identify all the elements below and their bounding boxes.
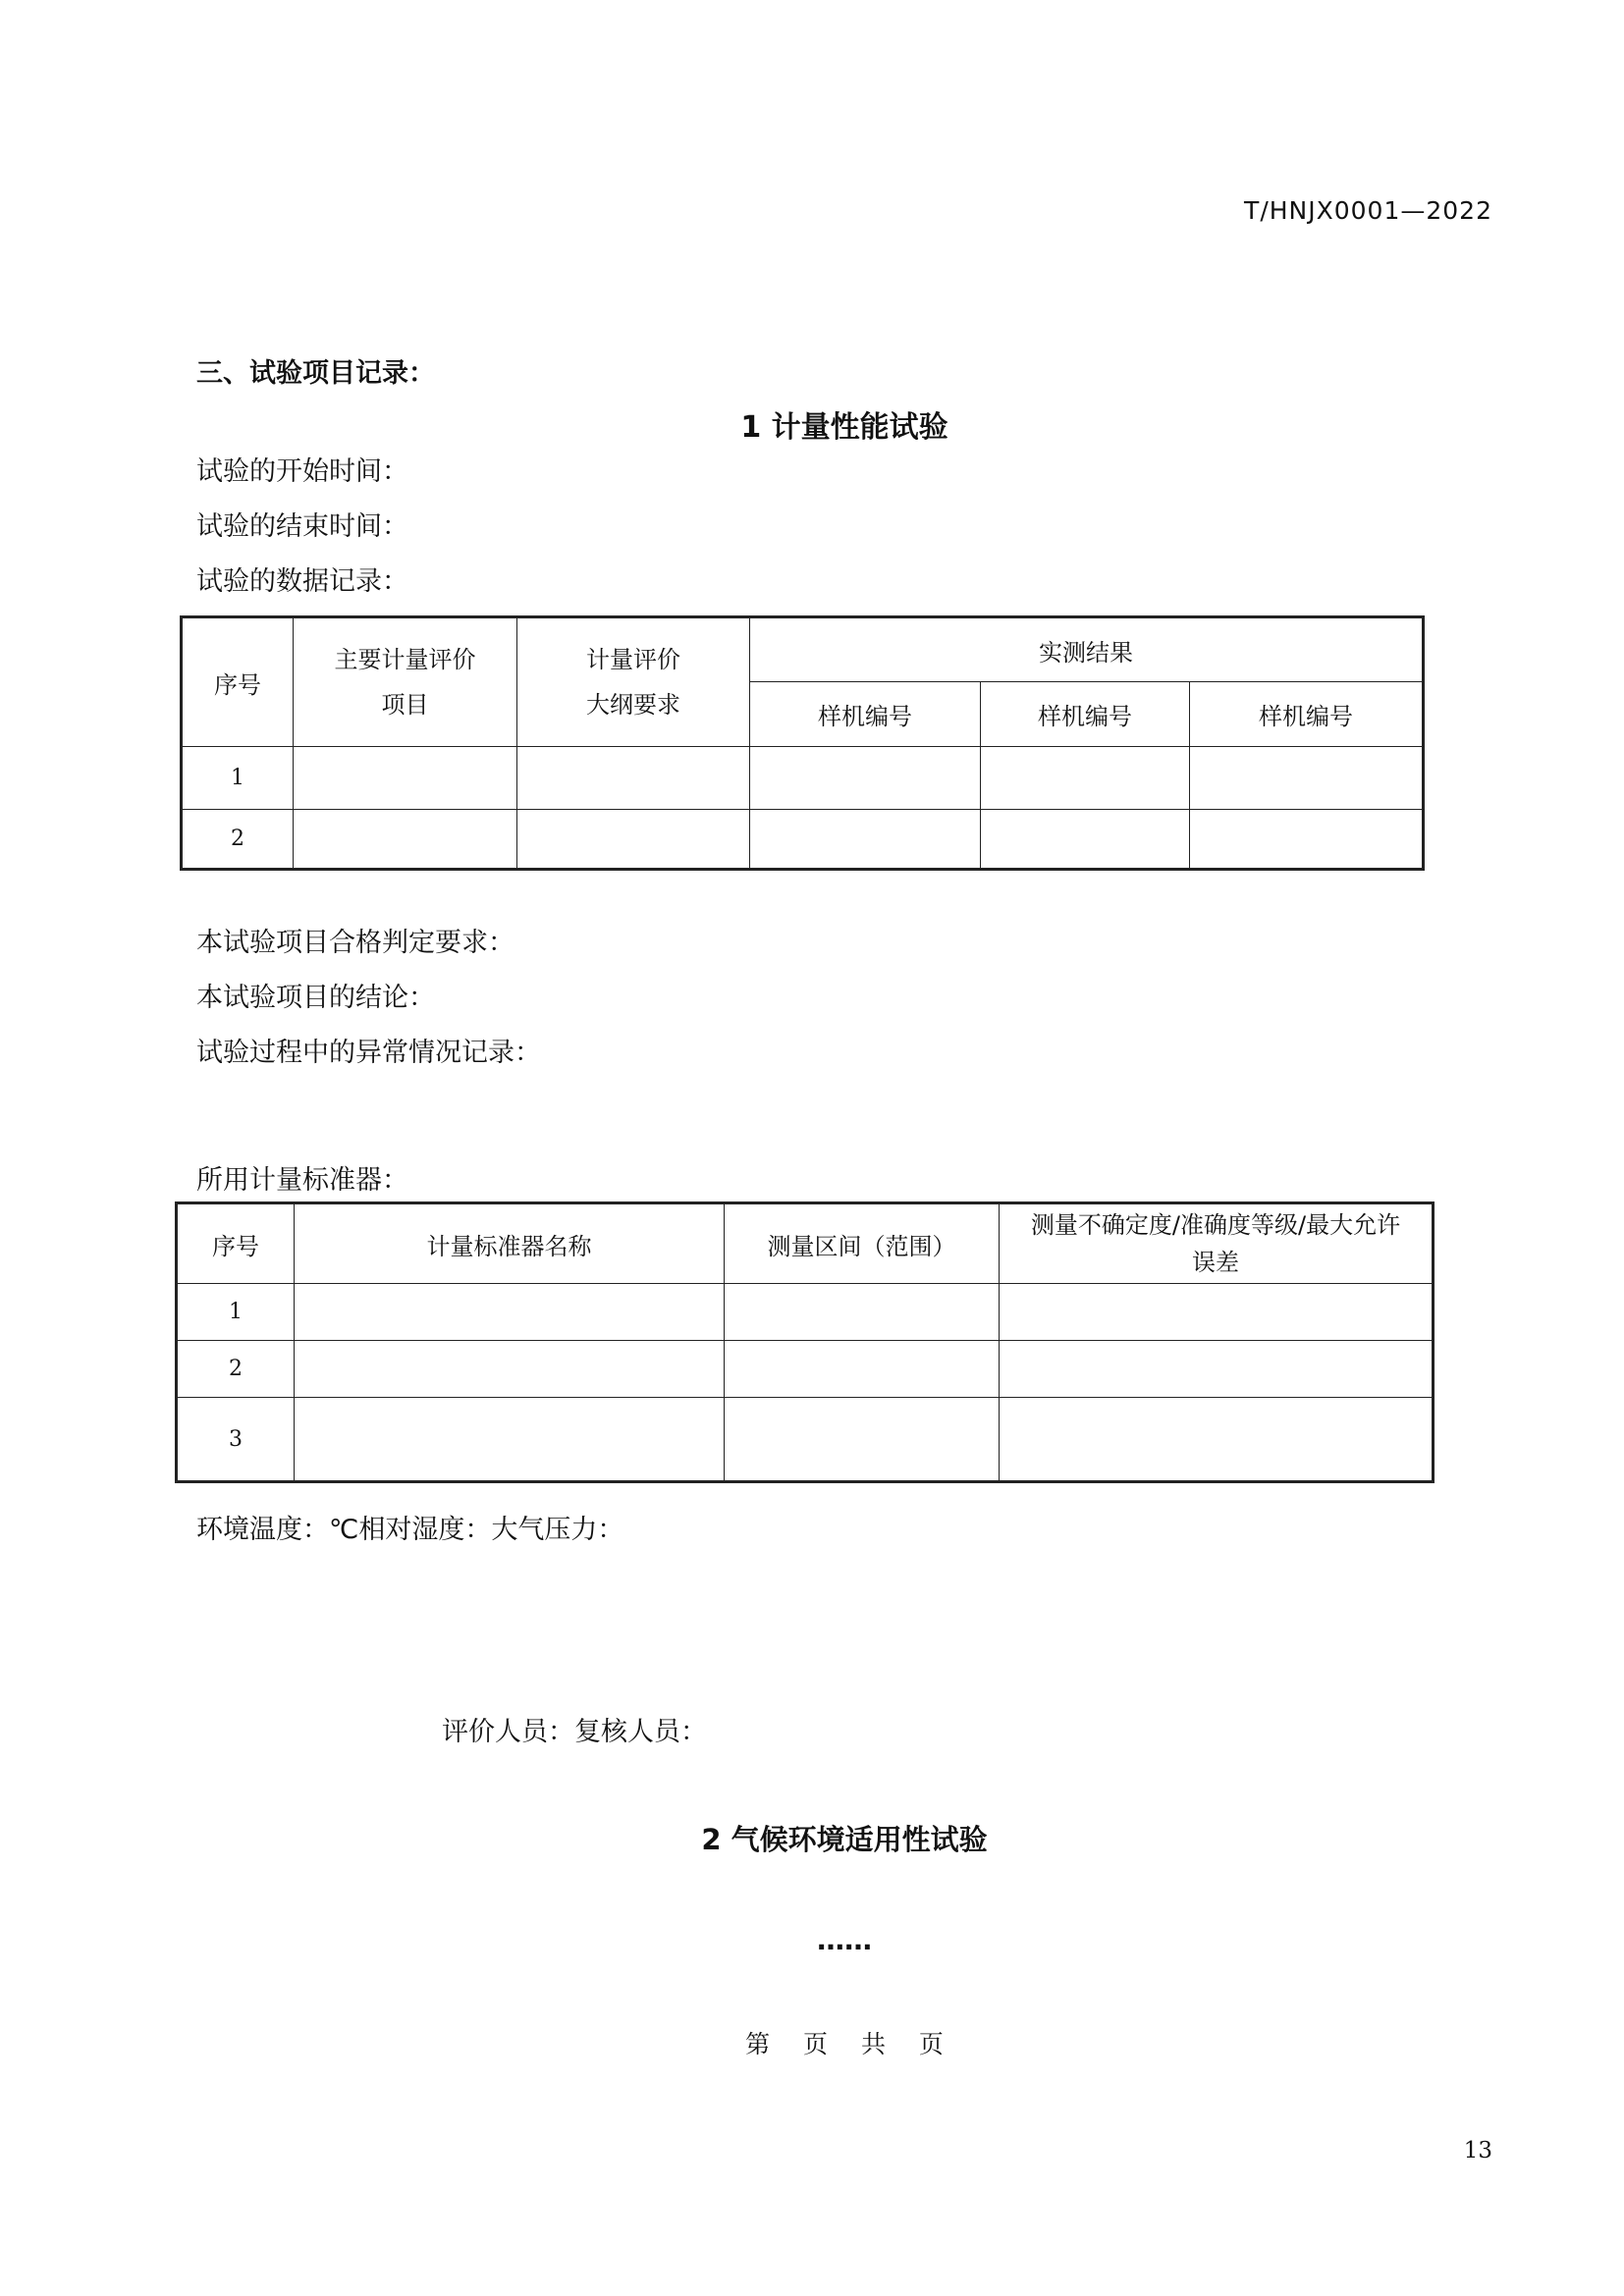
table-cell[interactable] [294,747,517,810]
sample-header: 样机编号 [750,682,981,747]
col-req-header-line1: 计量评价 [586,646,680,673]
col-result-header: 实测结果 [750,617,1424,682]
sample-header: 样机编号 [981,682,1190,747]
conclusion-label: 本试验项目的结论： [196,983,435,1013]
table-cell[interactable] [750,747,981,810]
sample-header: 样机编号 [1190,682,1424,747]
page-counter: 第 页 共 页 [745,2030,944,2058]
table-cell[interactable] [981,747,1190,810]
end-time-label: 试验的结束时间： [196,511,408,542]
row-index: 2 [182,810,294,870]
pass-criteria-label: 本试验项目合格判定要求： [196,928,514,958]
start-time-label: 试验的开始时间： [196,456,408,487]
col-item-header-line2: 项目 [381,691,429,719]
table-row [182,810,1424,870]
col-uncertainty-line1: 测量不确定度/准确度等级/最大允许 [1030,1211,1401,1239]
col-item-header-line1: 主要计量评价 [334,646,476,673]
ellipsis: …… [817,1924,872,1956]
col-range-header: 测量区间（范围） [725,1203,1000,1284]
col-index-header: 序号 [182,617,294,747]
table-cell[interactable] [725,1284,1000,1341]
row-index: 3 [177,1398,295,1482]
col-name-header: 计量标准器名称 [295,1203,725,1284]
test1-title: 1 计量性能试验 [740,410,948,445]
table-row [177,1284,1434,1341]
table-cell[interactable] [725,1341,1000,1398]
signatures: 评价人员：复核人员： [442,1717,707,1747]
col-uncertainty-header [1000,1203,1434,1284]
col-index-header: 序号 [177,1203,295,1284]
table-cell[interactable] [295,1284,725,1341]
table-cell[interactable] [1000,1284,1434,1341]
table-row [177,1398,1434,1482]
page-number: 13 [1463,2138,1492,2163]
table-cell[interactable] [295,1398,725,1482]
table-row [177,1341,1434,1398]
abnormal-label: 试验过程中的异常情况记录： [196,1038,541,1068]
col-req-header-line2: 大纲要求 [586,691,680,719]
environment-label: 环境温度：℃相对湿度：大气压力： [196,1515,624,1545]
section-title: 三、试验项目记录： [196,358,435,389]
table-cell[interactable] [517,747,750,810]
table-cell[interactable] [295,1341,725,1398]
table-cell[interactable] [981,810,1190,870]
data-record-label: 试验的数据记录： [196,566,408,597]
col-uncertainty-line2: 误差 [1192,1249,1239,1276]
table-cell[interactable] [517,810,750,870]
row-index: 1 [182,747,294,810]
table-cell[interactable] [750,810,981,870]
col-item-header [294,617,517,747]
table-cell[interactable] [1000,1341,1434,1398]
table-row [182,747,1424,810]
test-data-table [180,615,1425,871]
table-cell[interactable] [1190,747,1424,810]
test2-title: 2 气候环境适用性试验 [701,1823,988,1856]
standards-label: 所用计量标准器： [196,1165,408,1196]
standards-table [175,1201,1435,1483]
table-cell[interactable] [294,810,517,870]
row-index: 1 [177,1284,295,1341]
row-index: 2 [177,1341,295,1398]
table-cell[interactable] [1000,1398,1434,1482]
table-cell[interactable] [725,1398,1000,1482]
standard-code: T/HNJX0001—2022 [1244,196,1492,225]
col-req-header [517,617,750,747]
table-cell[interactable] [1190,810,1424,870]
